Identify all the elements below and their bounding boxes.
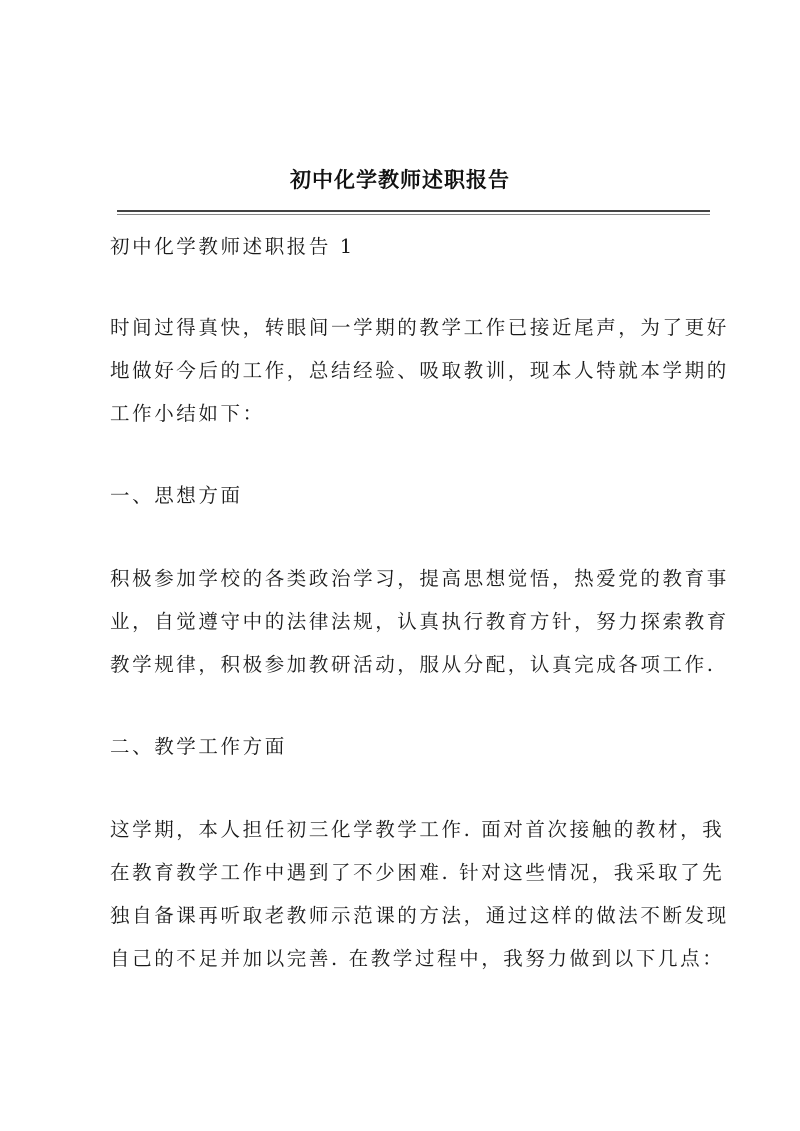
title-divider bbox=[117, 210, 710, 212]
section-heading-2: 二、教学工作方面 bbox=[110, 735, 287, 758]
section1-line-2: 业，自觉遵守中的法律法规，认真执行教育方针，努力探索教育 bbox=[110, 610, 729, 633]
section-heading-1: 一、思想方面 bbox=[110, 484, 243, 507]
intro-line-3: 工作小结如下： bbox=[110, 402, 265, 425]
section2-line-1: 这学期，本人担任初三化学教学工作. 面对首次接触的教材，我 bbox=[110, 818, 725, 841]
section2-line-3: 独自备课再听取老教师示范课的方法，通过这样的做法不断发现 bbox=[110, 904, 729, 927]
section2-line-2: 在教育教学工作中遇到了不少困难. 针对这些情况，我采取了先 bbox=[110, 861, 725, 884]
section2-line-4: 自己的不足并加以完善. 在教学过程中，我努力做到以下几点： bbox=[110, 947, 725, 970]
intro-line-1: 时间过得真快，转眼间一学期的教学工作已接近尾声，为了更好 bbox=[110, 316, 729, 339]
section-subtitle: 初中化学教师述职报告 1 bbox=[110, 235, 355, 258]
section1-line-3: 教学规律，积极参加教研活动，服从分配，认真完成各项工作. bbox=[110, 653, 716, 676]
title-divider-thin bbox=[117, 214, 710, 215]
document-title: 初中化学教师述职报告 bbox=[290, 167, 510, 192]
intro-line-2: 地做好今后的工作，总结经验、吸取教训，现本人特就本学期的 bbox=[110, 359, 729, 382]
section1-line-1: 积极参加学校的各类政治学习，提高思想觉悟，热爱党的教育事 bbox=[110, 567, 729, 590]
